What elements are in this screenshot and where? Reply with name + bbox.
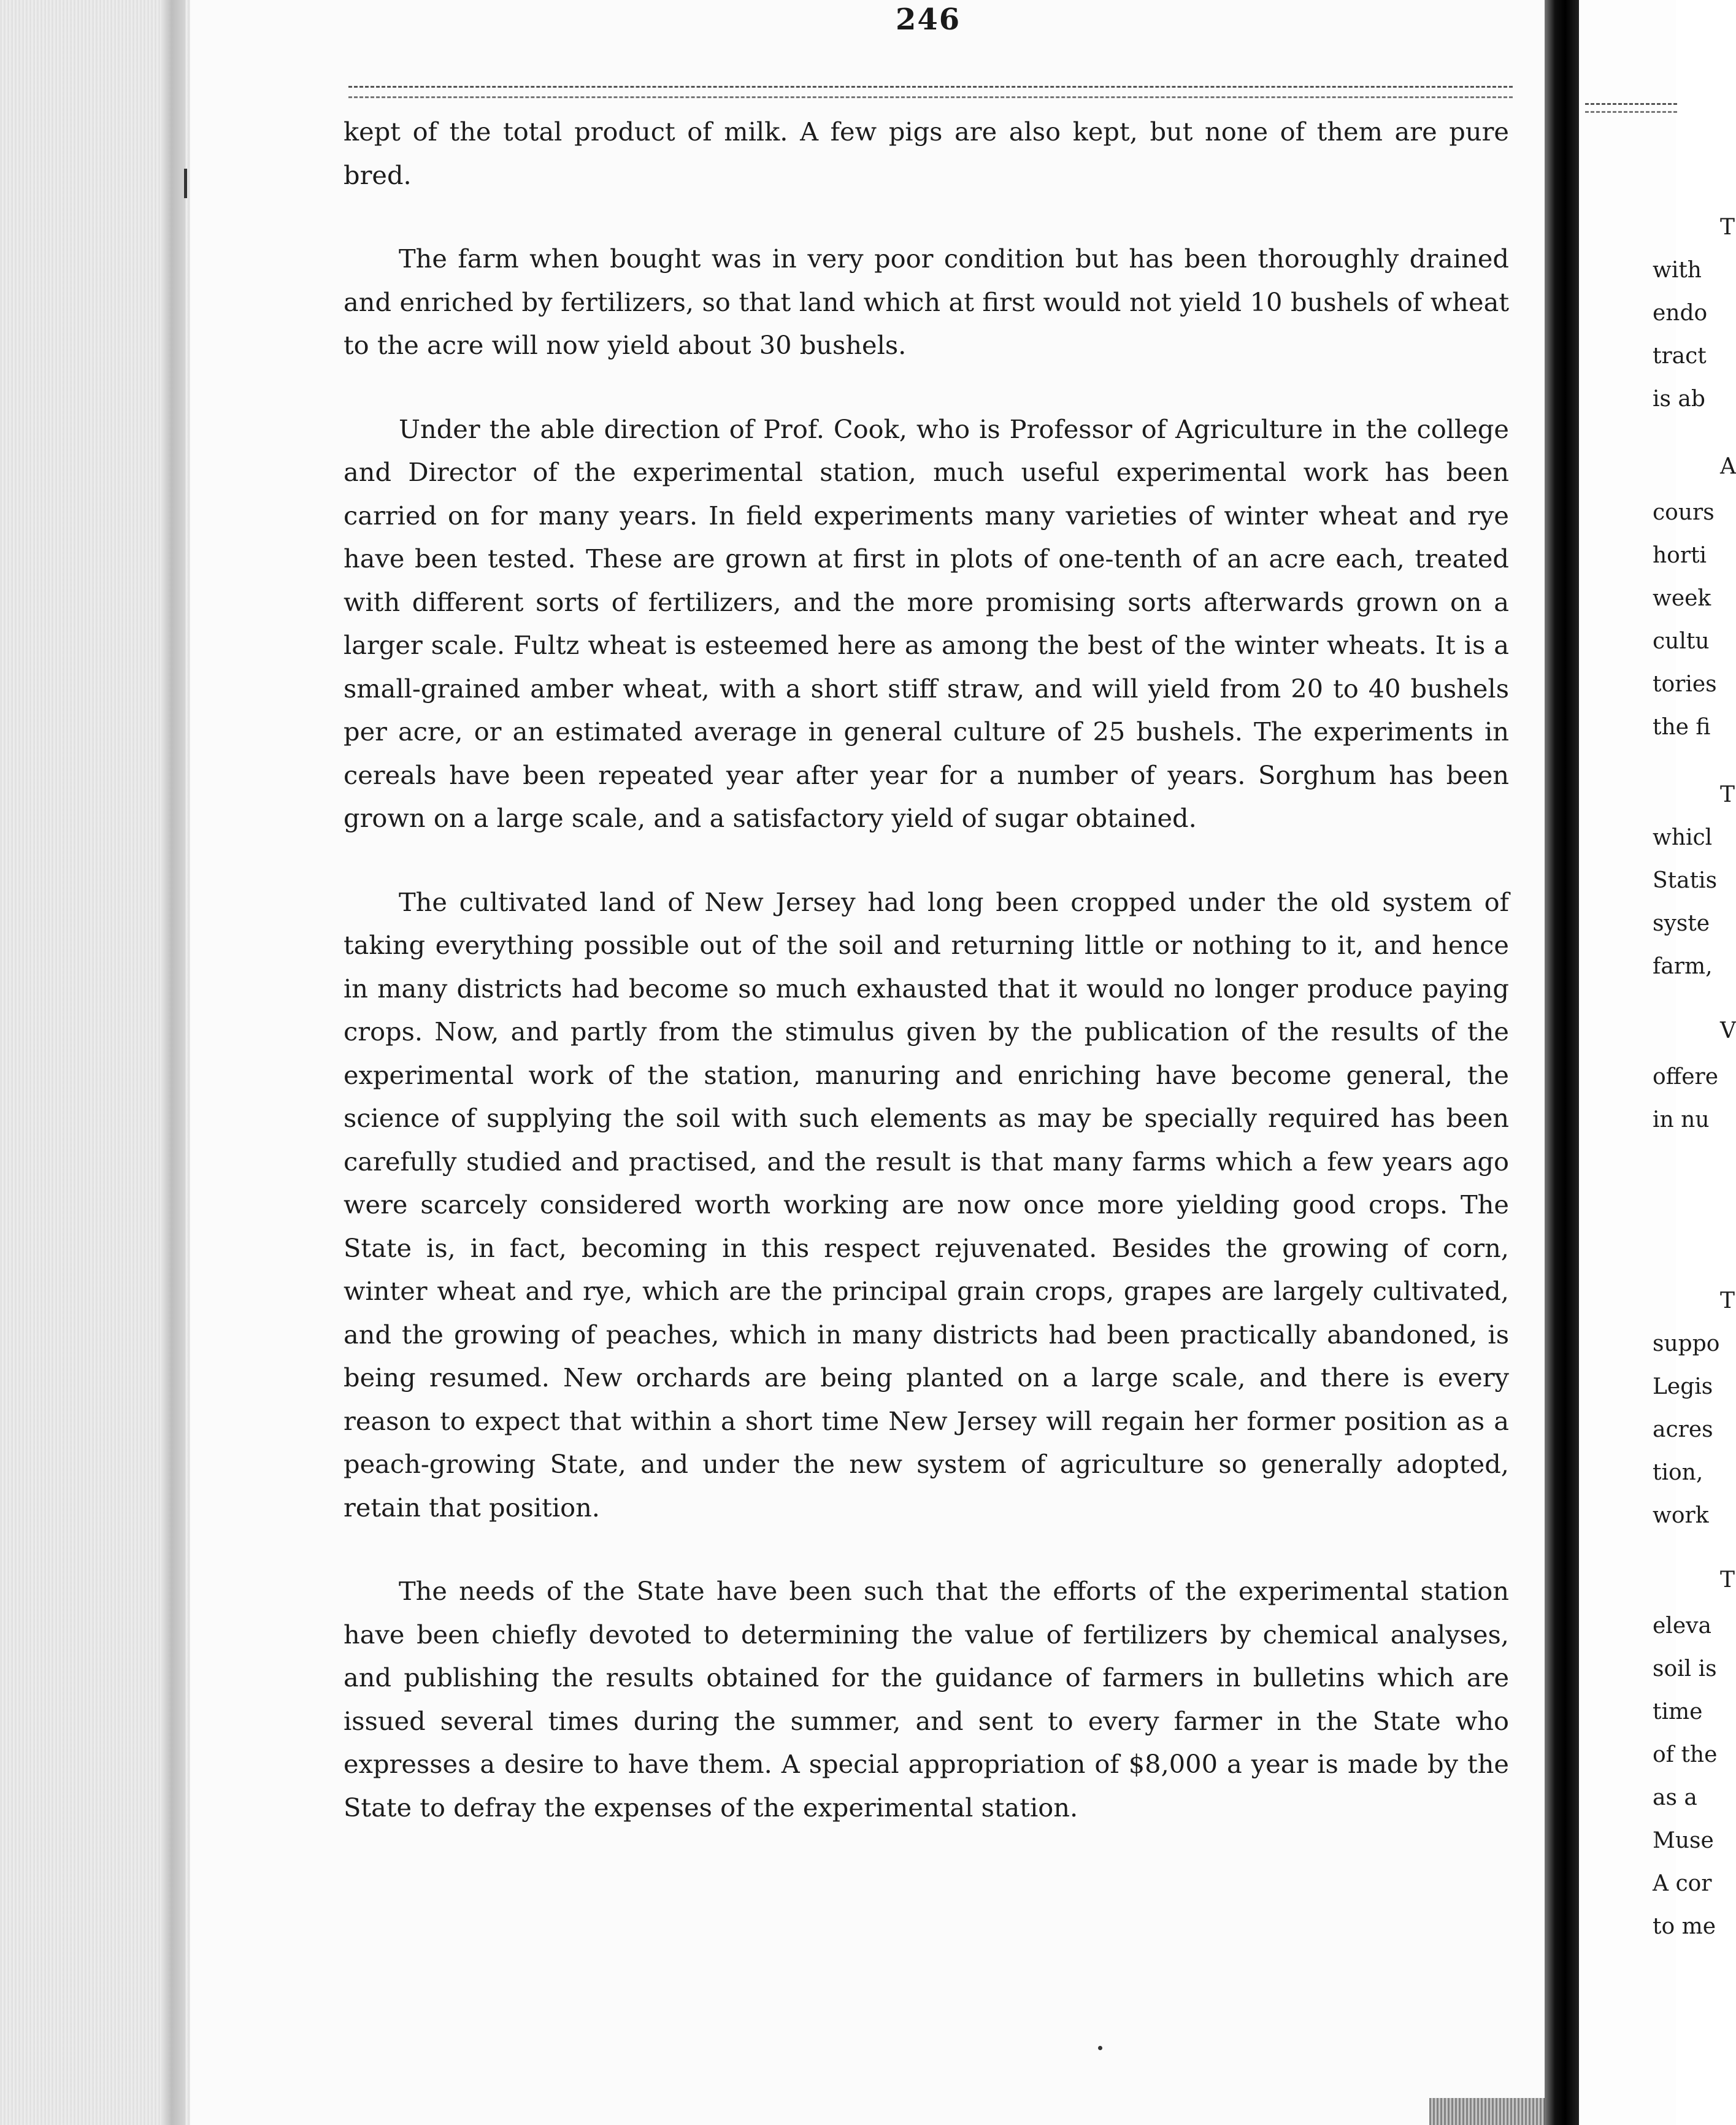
paragraph: The needs of the State have been such that the efforts of the experimental station have been chiefly devoted to determining the value of fertilizers by chemical analyses, and publishing the results obtained for the guidance of farmers in bulletins which are issued several times during the summer, and sent to every farmer in the State who expresses a desire to have them. A special appropriation of $8,000 a year is made by the State to defray the expenses of the experimental station. — [344, 1576, 1509, 1823]
facing-line: farm, — [1653, 954, 1713, 979]
binding-noise — [1429, 2098, 1546, 2125]
facing-line: syste — [1653, 911, 1710, 936]
facing-line: T — [1720, 215, 1735, 240]
facing-line: is ab — [1653, 386, 1705, 412]
facing-line: Muse — [1653, 1828, 1714, 1853]
paragraph: kept of the total product of milk. A few pigs are also kept, but none of them are pure bred. — [344, 117, 1509, 190]
facing-line: tion, — [1653, 1460, 1703, 1485]
facing-line: to me — [1653, 1914, 1716, 1939]
facing-line: tories — [1653, 672, 1717, 697]
header-rule — [348, 86, 1513, 98]
facing-line: in nu — [1653, 1107, 1710, 1132]
ink-dot — [1098, 2046, 1102, 2050]
facing-line: Legis — [1653, 1374, 1713, 1399]
paragraph: The cultivated land of New Jersey had long been cropped under the old system of taking everything possible out of the soil and returning little or nothing to it, and hence in many districts had become so much exhausted that it would no longer produce paying crops. Now, and partly from the stimulus given by the publication of the results of the experimental work of the station, manuring and enriching have become general, the science of supplying the soil with such elements as may be specially required has been carefully studied and practised, and the result is that many farms which a few years ago were scarcely considered worth working are now once more yielding good crops. The State is, in fact, becoming in this respect rejuvenated. Besides the growing of corn, winter wheat and rye, which are the principal grain crops, grapes are largely cultivated, and the growing of peaches, which in many districts had been practically abandoned, is being resumed. New orchards are being planted on a large scale, and there is every reason to expect that within a short time New Jersey will regain her former position as a peach-growing State, and under the new system of agriculture so generally adopted, retain that position. — [344, 886, 1509, 1523]
facing-line: cours — [1653, 500, 1715, 525]
facing-line: T — [1720, 782, 1735, 807]
body-text — [344, 110, 1509, 1870]
paragraph: Under the able direction of Prof. Cook, who is Professor of Agriculture in the college and Director of the experimental station, much useful experimental work has been carried on for many years. In field experiments many varieties of winter wheat and rye have been tested. These are grown at first in plots of one-tenth of an acre each, treated with different sorts of fertilizers, and the more promising sorts afterwards grown on a larger scale. Fultz wheat is esteemed here as among the best of the winter wheats. It is a small-grained amber wheat, with a short stiff straw, and will yield from 20 to 40 bushels per acre, or an estimated average in general culture of 25 bushels. The experiments in cereals have been repeated year after year for a number of years. Sorghum has been grown on a large scale, and a satisfactory yield of sugar obtained. — [344, 413, 1509, 833]
facing-line: whicl — [1653, 825, 1713, 850]
facing-line: week — [1653, 586, 1711, 611]
book-gutter — [1545, 0, 1579, 2125]
facing-line: of the — [1653, 1742, 1718, 1767]
page-edge-shadow — [161, 0, 185, 2125]
edge-mark — [184, 169, 187, 198]
facing-line: Statis — [1653, 868, 1718, 893]
facing-line: endo — [1653, 301, 1708, 326]
facing-line: acres — [1653, 1417, 1713, 1442]
facing-line: horti — [1653, 543, 1707, 568]
facing-line: as a — [1653, 1785, 1697, 1810]
facing-line: A — [1720, 454, 1736, 479]
facing-line: work — [1653, 1503, 1709, 1528]
facing-line: cultu — [1653, 629, 1710, 654]
facing-line: the fi — [1653, 715, 1711, 740]
facing-line: soil is — [1653, 1656, 1717, 1681]
facing-line: eleva — [1653, 1613, 1711, 1639]
paragraph: The farm when bought was in very poor condition but has been thoroughly drained and enriched by fertilizers, so that land which at first would not yield 10 bushels of wheat to the acre will now yield about 30 bushels. — [344, 244, 1509, 360]
page-number: 246 — [896, 2, 961, 37]
facing-page — [1579, 0, 1736, 2125]
facing-line: offere — [1653, 1064, 1719, 1089]
facing-line: V — [1720, 1018, 1736, 1043]
facing-header-rule — [1585, 103, 1677, 113]
facing-line: T — [1720, 1288, 1735, 1313]
facing-line: T — [1720, 1567, 1735, 1593]
facing-line: A cor — [1653, 1871, 1712, 1896]
facing-line: suppo — [1653, 1331, 1720, 1356]
facing-line: with — [1653, 258, 1702, 283]
facing-line: tract — [1653, 344, 1707, 369]
facing-line: time — [1653, 1699, 1703, 1724]
